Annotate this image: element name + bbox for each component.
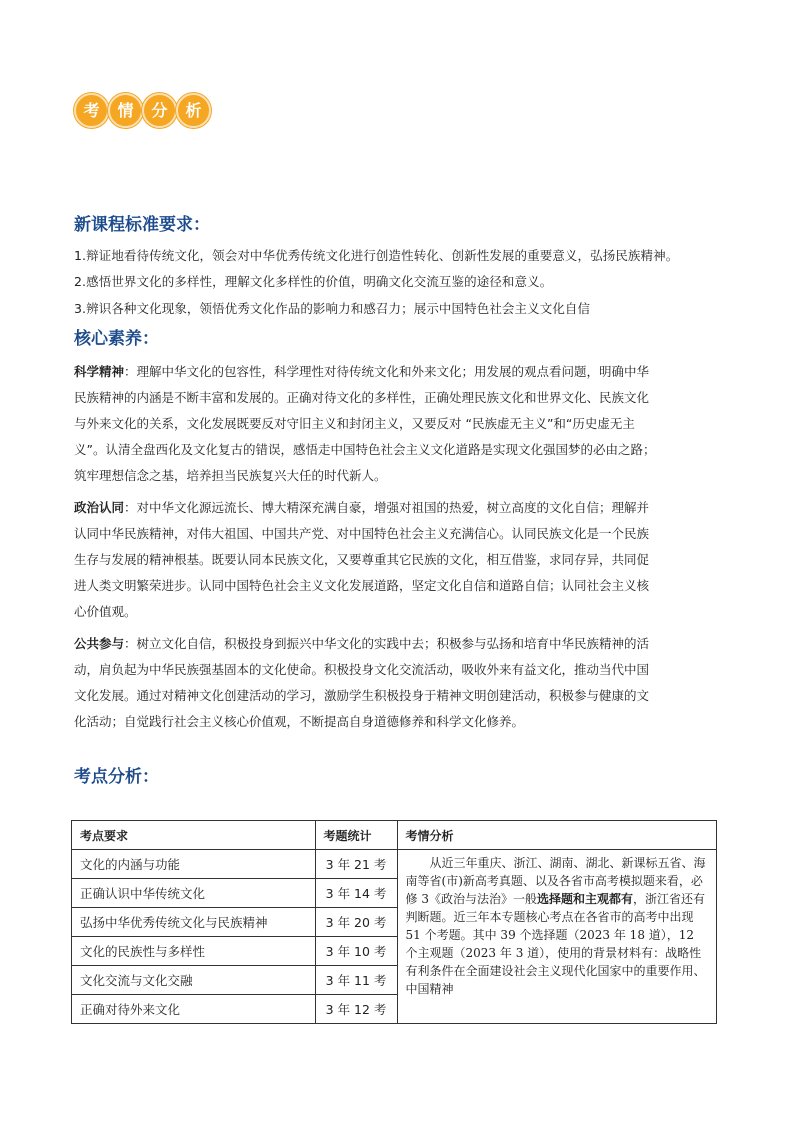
paragraph-line: 义”。认清全盘西化及文化复古的错误，感悟走中国特色社会主义文化道路是实现文化强国梦的必由之路； — [74, 442, 656, 457]
requirement-cell: 文化的民族性与多样性 — [72, 937, 316, 966]
paragraph-line: 筑牢理想信念之基，培养担当民族复兴大任的时代新人。 — [74, 468, 387, 483]
curriculum-item: 1.辩证地看待传统文化，领会对中华优秀传统文化进行创造性转化、创新性发展的重要意义，弘扬民族精神。 — [74, 248, 679, 263]
badge-char: 析 — [176, 93, 211, 128]
paragraph-label: 公共参与 — [74, 636, 125, 651]
paragraph-line: 文化发展。通过对精神文化创建活动的学习，激励学生积极投身于精神文明创建活动，积极参与健康的文 — [74, 688, 650, 703]
stat-cell: 3 年 14 考 — [315, 879, 397, 908]
paragraph-line: 心价值观。 — [74, 604, 137, 619]
stat-cell: 3 年 11 考 — [315, 966, 397, 995]
requirement-cell: 弘扬中华优秀传统文化与民族精神 — [72, 908, 316, 937]
paragraph-line: 生存与发展的精神根基。既要认同本民族文化，又要尊重其它民族的文化，相互借鉴，求同存异，共同促 — [74, 552, 650, 567]
table-row — [72, 850, 717, 879]
column-header: 考点要求 — [72, 821, 316, 850]
paragraph-line: 政治认同：对中华文化源远流长、博大精深充满自豪，增强对祖国的热爱，树立高度的文化自信；理解并 — [74, 500, 650, 515]
paragraph-line: 动，肩负起为中华民族强基固本的文化使命。积极投身文化交流活动，吸收外来有益文化，推动当代中国 — [74, 662, 650, 677]
badge-char: 情 — [108, 93, 143, 128]
column-header: 考情分析 — [397, 821, 716, 850]
paragraph-line: 认同中华民族精神，对伟大祖国、中国共产党、对中国特色社会主义充满信心。认同民族文化是一个民族 — [74, 526, 650, 541]
stat-cell: 3 年 21 考 — [315, 850, 397, 879]
analysis-cell: 从近三年重庆、浙江、湖南、湖北、新课标五省、海南等省(市)新高考真题、以及各省市高考模拟题来看，必修 3《政治与法治》一般选择题和主观都有，浙江省还有判断题。近三年本专题核心考点在各省市的高考中出现 51 个考题。其中 39 个选择题（2023 年 18 道），12 个主观题（2023 年 3 道），使用的背景材料有：战略性有利条件在全面建设社会主义现代化国家中的重要作用、中国精神 — [397, 850, 716, 1024]
requirement-cell: 正确对待外来文化 — [72, 995, 316, 1024]
core-literacy-heading: 核心素养： — [74, 329, 159, 349]
curriculum-item: 3.辨识各种文化现象，领悟优秀文化作品的影响力和感召力；展示中国特色社会主义文化自信 — [74, 301, 591, 316]
curriculum-item: 2.感悟世界文化的多样性，理解文化多样性的价值，明确文化交流互鉴的途径和意义。 — [74, 274, 553, 289]
exam-points-table — [71, 820, 717, 1024]
paragraph-line: 进人类文明繁荣进步。认同中国特色社会主义文化发展道路，坚定文化自信和道路自信；认同社会主义核 — [74, 578, 650, 593]
section-badge — [74, 93, 210, 128]
requirement-cell: 文化的内涵与功能 — [72, 850, 316, 879]
paragraph-label: 政治认同 — [74, 500, 125, 515]
paragraph-line: 与外来文化的关系，文化发展既要反对守旧主义和封闭主义，又要反对 “民族虚无主义”和“历史虚无主 — [74, 416, 635, 431]
table-header-row — [72, 821, 717, 850]
requirement-cell: 文化交流与文化交融 — [72, 966, 316, 995]
badge-char: 考 — [74, 93, 109, 128]
paragraph-line: 公共参与：树立文化自信，积极投身到振兴中华文化的实践中去；积极参与弘扬和培育中华民族精神的活 — [74, 636, 650, 651]
badge-char: 分 — [142, 93, 177, 128]
exam-analysis-heading: 考点分析： — [74, 767, 159, 787]
paragraph-line: 科学精神：理解中华文化的包容性，科学理性对待传统文化和外来文化；用发展的观点看问题，明确中华 — [74, 364, 650, 379]
paragraph-label: 科学精神 — [74, 364, 125, 379]
column-header: 考题统计 — [315, 821, 397, 850]
stat-cell: 3 年 12 考 — [315, 995, 397, 1024]
curriculum-heading: 新课程标准要求： — [74, 215, 210, 235]
stat-cell: 3 年 10 考 — [315, 937, 397, 966]
paragraph-line: 化活动；自觉践行社会主义核心价值观，不断提高自身道德修养和科学文化修养。 — [74, 714, 525, 729]
stat-cell: 3 年 20 考 — [315, 908, 397, 937]
requirement-cell: 正确认识中华传统文化 — [72, 879, 316, 908]
paragraph-line: 民族精神的内涵是不断丰富和发展的。正确对待文化的多样性，正确处理民族文化和世界文化、民族文化 — [74, 390, 650, 405]
